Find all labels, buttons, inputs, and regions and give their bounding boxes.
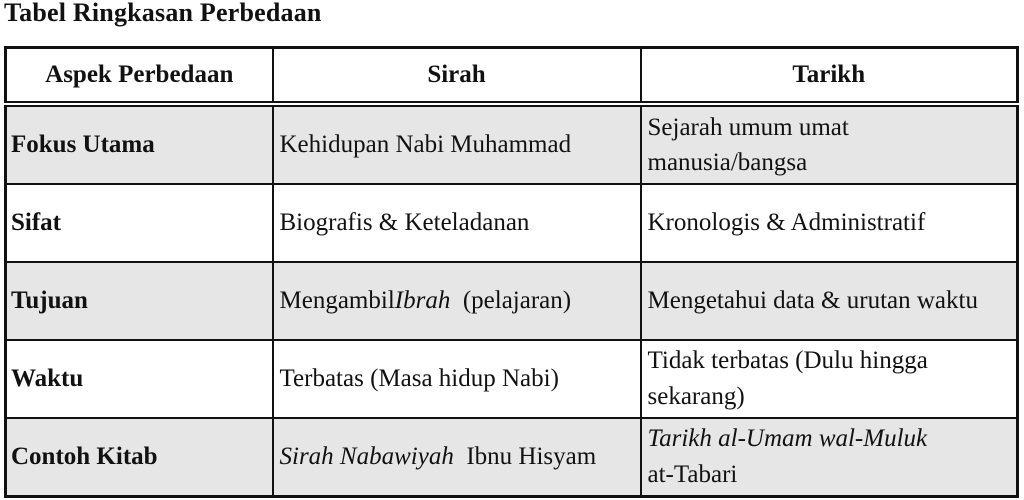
table-row: [6, 184, 1018, 262]
sirah-text: Mengambil: [279, 287, 395, 315]
sirah-suffix-text: Ibnu Hisyam: [466, 443, 597, 471]
sirah-cell: [273, 262, 641, 340]
aspect-cell: Sifat: [6, 184, 273, 262]
sirah-cell: [273, 418, 641, 497]
tarikh-cell: [641, 418, 1018, 497]
sirah-italic-text: Ibrah: [394, 287, 451, 315]
tarikh-cell: Kronologis & Administratif: [641, 184, 1018, 262]
sirah-cell: Kehidupan Nabi Muhammad: [273, 104, 641, 184]
header-aspect: Aspek Perbedaan: [6, 48, 273, 105]
aspect-cell: Waktu: [6, 340, 273, 418]
table-header-row: [6, 48, 1018, 105]
sirah-cell: Terbatas (Masa hidup Nabi): [273, 340, 641, 418]
sirah-italic-text: Sirah Nabawiyah: [279, 443, 454, 471]
aspect-cell: Tujuan: [6, 262, 273, 340]
header-tarikh: Tarikh: [641, 48, 1018, 105]
page-title: Tabel Ringkasan Perbedaan: [4, 0, 322, 27]
aspect-cell: Contoh Kitab: [6, 418, 273, 497]
table-row: [6, 418, 1018, 497]
header-sirah: Sirah: [273, 48, 641, 105]
summary-table: [4, 46, 1019, 498]
table-row: [6, 104, 1018, 184]
tarikh-cell: Sejarah umum umat manusia/bangsa: [641, 104, 1018, 184]
tarikh-suffix-text: at-Tabari: [647, 460, 738, 488]
table-row: [6, 262, 1018, 340]
aspect-cell: Fokus Utama: [6, 104, 273, 184]
table-row: [6, 340, 1018, 418]
tarikh-cell: Mengetahui data & urutan waktu: [641, 262, 1018, 340]
tarikh-cell: Tidak terbatas (Dulu hingga sekarang): [641, 340, 1018, 418]
sirah-suffix-text: (pelajaran): [462, 287, 572, 315]
sirah-cell: Biografis & Keteladanan: [273, 184, 641, 262]
tarikh-italic-text: Tarikh al-Umam wal-Muluk: [647, 425, 928, 453]
